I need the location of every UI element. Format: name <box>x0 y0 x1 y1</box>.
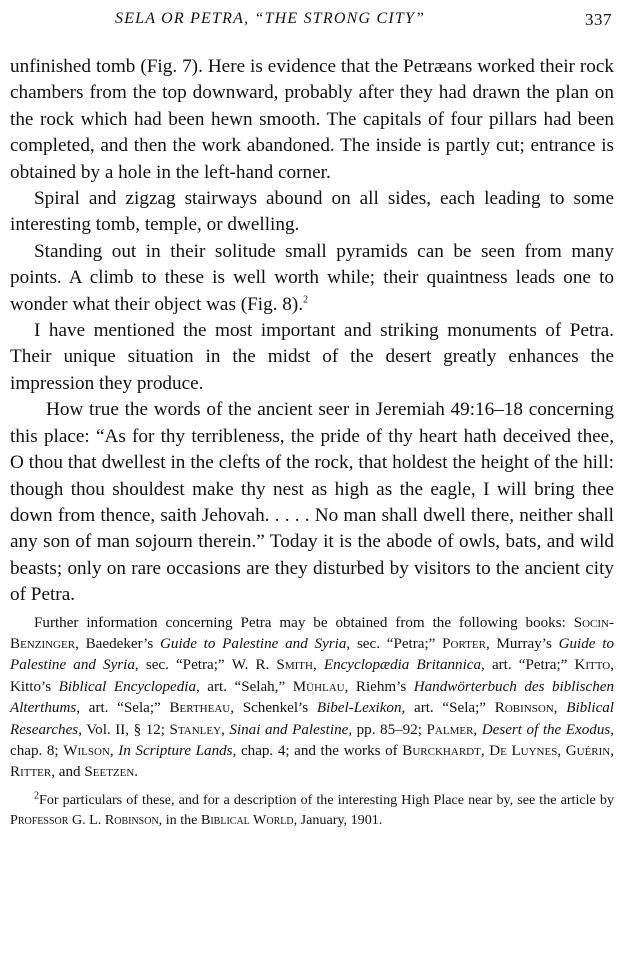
fn1-author: Bertheau <box>169 700 231 717</box>
fn1-author: Palmer <box>426 721 474 738</box>
footnote-2 <box>10 790 614 830</box>
fn1-text: , art. “Selah,” <box>196 678 293 695</box>
fn1-book-title: Desert of the Exodus <box>481 721 611 738</box>
running-title: SELA OR PETRA, “THE STRONG CITY” <box>115 10 426 27</box>
fn2-journal: Biblical World <box>200 811 294 828</box>
fn1-text: , art. “Sela;” <box>76 700 170 717</box>
paragraph-2: Spiral and zigzag stairways abound on all sides, each leading to some interesting tomb, temple, or dwelling. <box>10 188 614 236</box>
fn1-text: , <box>557 742 566 759</box>
fn1-text: , Baedeker’s <box>75 635 160 652</box>
fn1-book-title: Sinai and Palestine <box>229 721 349 738</box>
fn1-author: Burckhardt <box>402 742 481 759</box>
fn2-author: Professor G. L. Robinson <box>10 811 159 828</box>
fn1-text: , <box>221 721 230 738</box>
fn1-book-title: Guide to Palestine and Syria <box>160 635 347 652</box>
fn1-author: Socin-Benzinger <box>10 614 614 652</box>
fn1-text: , art. “Sela;” <box>401 700 495 717</box>
fn1-text: , Riehm’s <box>344 678 414 695</box>
fn1-author: Porter <box>442 635 486 652</box>
paragraph-3 <box>10 239 614 318</box>
paragraph-4: I have mentioned the most important and striking monuments of Petra. Their unique situation in the midst of the desert greatly enhances the impression they produce. <box>10 320 614 394</box>
fn1-text: , <box>480 742 490 759</box>
fn1-text: . <box>134 764 139 781</box>
fn1-author: Kitto <box>574 657 611 674</box>
fn1-text: , <box>553 700 567 717</box>
fn1-book-title: Guide to Palestine and Syria <box>10 635 614 674</box>
fn1-author: Wilson <box>63 742 110 759</box>
fn1-author: Mühlau <box>292 678 345 695</box>
fn1-author: Stanley <box>169 721 222 738</box>
fn1-text: , and <box>51 764 85 781</box>
fn1-text: , art. “Petra;” <box>481 657 575 674</box>
fn1-text: , Vol. II, § 12; <box>78 721 170 738</box>
fn1-text: , <box>473 721 482 738</box>
fn1-text: , Murray’s <box>485 635 559 652</box>
footnote-1 <box>10 613 614 784</box>
fn1-text: , <box>610 742 615 759</box>
footnotes <box>10 613 614 830</box>
fn1-book-title: In Scripture Lands <box>118 742 233 759</box>
paragraph-5: How true the words of the ancient seer in Jeremiah 49:16–18 concerning this place: “As for thy terribleness, the pride of thy heart hath deceived thee, O thou that dwellest in the clefts of the rock, that holdest the height of the hill: though thou shouldest make thy nest as high as the eagle, I will bring thee down from thence, saith Jehovah. . . . . No man shall dwell there, neither shall any son of man sojourn therein.” Today it is the abode of owls, bats, and wild beasts; only on rare occasions are they disturbed by visitors to the ancient city of Petra. <box>10 399 614 606</box>
book-page <box>10 8 614 830</box>
fn1-text: , <box>312 657 324 674</box>
fn1-book-title: Encyclopædia Britannica <box>323 657 482 674</box>
footnote-reference: 2 <box>303 294 309 306</box>
fn1-text: Further information concerning Petra may be obtained from the following books: <box>34 614 574 631</box>
fn2-text: , in the <box>158 811 201 828</box>
footnote-marker: 2 <box>34 790 39 802</box>
fn1-author: W. R. Smith <box>231 657 313 674</box>
running-header <box>10 8 614 38</box>
fn1-text: , sec. “Petra;” <box>134 657 232 674</box>
fn1-book-title: Biblical Encyclopedia <box>58 678 197 695</box>
fn1-text: , sec. “Petra;” <box>346 635 443 652</box>
paragraph-1: unfinished tomb (Fig. 7). Here is evidence that the Petræans worked their rock chambers from the top downward, probably after they had drawn the plan on the rock which had been hewn smooth. The capitals of four pillars had been completed, and then the work abandoned. The inside is partly cut; entrance is obtained by a hole in the left-hand corner. <box>10 56 614 183</box>
fn1-text: , <box>109 742 119 759</box>
main-text <box>10 54 614 609</box>
fn1-author: Seetzen <box>84 764 135 781</box>
fn1-author: De Luynes <box>489 742 558 759</box>
fn1-book-title: Bibel-Lexikon <box>316 700 402 717</box>
fn1-text: , Kitto’s <box>10 657 615 695</box>
fn2-text: For particulars of these, and for a description of the interesting High Place near by, see the article by <box>39 791 614 808</box>
fn1-text: , Schenkel’s <box>230 700 317 717</box>
page-number: 337 <box>585 10 612 29</box>
fn1-author: Robinson <box>494 700 554 717</box>
fn2-text: , January, 1901. <box>293 811 383 828</box>
fn1-book-title: Biblical Researches <box>10 700 615 738</box>
fn1-author: Guérin <box>565 742 611 759</box>
fn1-text: , chap. 4; and the works of <box>232 742 403 759</box>
fn1-author: Ritter <box>10 764 52 781</box>
fn1-book-title: Handwörterbuch des biblischen Alterthums <box>10 678 615 717</box>
paragraph-3-text: Standing out in their solitude small pyramids can be seen from many points. A climb to these is well worth while; their quaintness leads one to wonder what their object was (Fig. 8). <box>10 240 614 315</box>
fn1-text: , pp. 85–92; <box>348 721 427 738</box>
fn1-text: , chap. 8; <box>10 721 615 759</box>
